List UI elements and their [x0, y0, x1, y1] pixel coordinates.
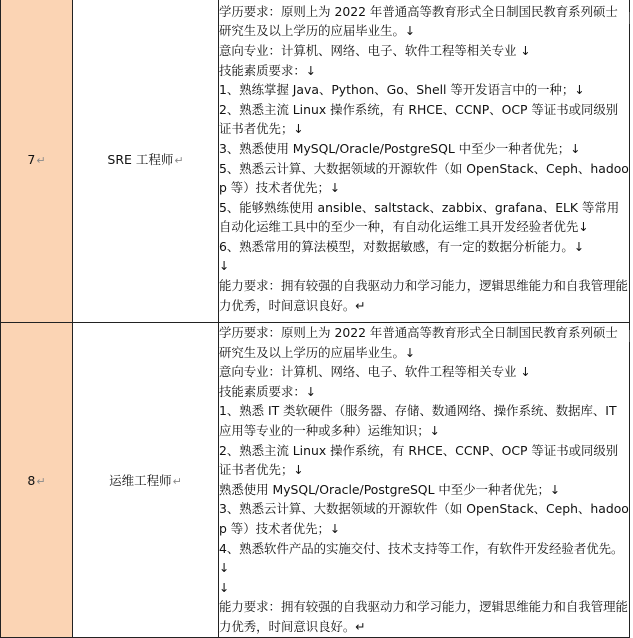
- requirement-line: 技能素质要求：↓: [219, 62, 317, 78]
- requirements-cell: [219, 323, 630, 638]
- requirement-line: ↓: [219, 258, 230, 274]
- requirement-line: 2、熟悉主流 Linux 操作系统，有 RHCE、CCNP、OCP 等证书或同级别证书者优先；↓: [219, 442, 619, 478]
- requirement-line: 5、能够熟练使用 ansible、saltstack、zabbix、grafana、ELK 等常用自动化运维工具中的至少一种，有自动化运维工具开发经验者优先↓: [219, 199, 620, 235]
- row-number: 8: [27, 473, 36, 489]
- requirement-line: 1、熟悉 IT 类软硬件（服务器、存储、数通网络、操作系统、数据库、IT 应用等专业的一种或多种）运维知识；↓: [219, 403, 617, 438]
- row-end-marker: [629, 330, 633, 342]
- cell-end-mark: ↵: [174, 154, 184, 167]
- requirement-line: ↓: [219, 579, 230, 595]
- requirement-line: 4、熟悉软件产品的实施交付、技术支持等工作，有软件开发经验者优先。↓: [219, 540, 624, 576]
- requirements-cell: [219, 0, 630, 323]
- requirement-line: 熟悉使用 MySQL/Oracle/PostgreSQL 中至少一种者优先；↓: [219, 481, 561, 497]
- job-title-cell: [73, 0, 219, 323]
- requirement-line: 技能素质要求：↓: [219, 383, 317, 399]
- requirement-line: 2、熟悉主流 Linux 操作系统，有 RHCE、CCNP、OCP 等证书或同级别证书者优先；↓: [219, 101, 619, 137]
- job-title: 运维工程师: [109, 473, 172, 489]
- row-number-cell: [1, 323, 73, 638]
- table-row: [1, 0, 630, 323]
- row-number-cell: [1, 0, 73, 323]
- requirement-line: 意向专业：计算机、网络、电子、软件工程等相关专业 ↓: [219, 364, 531, 380]
- requirement-line: 5、熟悉云计算、大数据领域的开源软件（如 OpenStack、Ceph、hadoop 等）技术者优先；↓: [219, 160, 629, 196]
- cell-end-mark: ↵: [36, 154, 46, 167]
- requirement-line: 能力要求：拥有较强的自我驱动力和学习能力，逻辑思维能力和自我管理能力优秀，时间意识良好。↵: [219, 278, 628, 313]
- requirement-line: 6、熟悉常用的算法模型，对数据敏感，有一定的数据分析能力。↓: [219, 238, 585, 254]
- requirement-line: 3、熟悉使用 MySQL/Oracle/PostgreSQL 中至少一种者优先；↓: [219, 140, 581, 156]
- row-end-marker: [629, 12, 633, 24]
- job-title-cell: [73, 323, 219, 638]
- row-number: 7: [27, 152, 36, 167]
- requirement-line: 3、熟悉云计算、大数据领域的开源软件（如 OpenStack、Ceph、hadoop 等）技术者优先；↓: [219, 501, 629, 536]
- requirement-line: 1、熟练掌握 Java、Python、Go、Shell 等开发语言中的一种；↓: [219, 82, 585, 98]
- table-row: [1, 323, 630, 638]
- cell-end-mark: ↵: [36, 475, 46, 489]
- requirement-line: 学历要求：原则上为 2022 年普通高等教育形式全日制国民教育系列硕士研究生及以上学历的应届毕业生。↓: [219, 3, 618, 39]
- cell-end-mark: ↵: [172, 475, 182, 489]
- requirement-line: 能力要求：拥有较强的自我驱动力和学习能力，逻辑思维能力和自我管理能力优秀，时间意识良好。↵: [219, 599, 628, 634]
- job-title: SRE 工程师: [107, 152, 174, 167]
- requirement-line: 学历要求：原则上为 2022 年普通高等教育形式全日制国民教育系列硕士研究生及以上学历的应届毕业生。↓: [219, 325, 618, 360]
- requirement-line: 意向专业：计算机、网络、电子、软件工程等相关专业 ↓: [219, 42, 531, 58]
